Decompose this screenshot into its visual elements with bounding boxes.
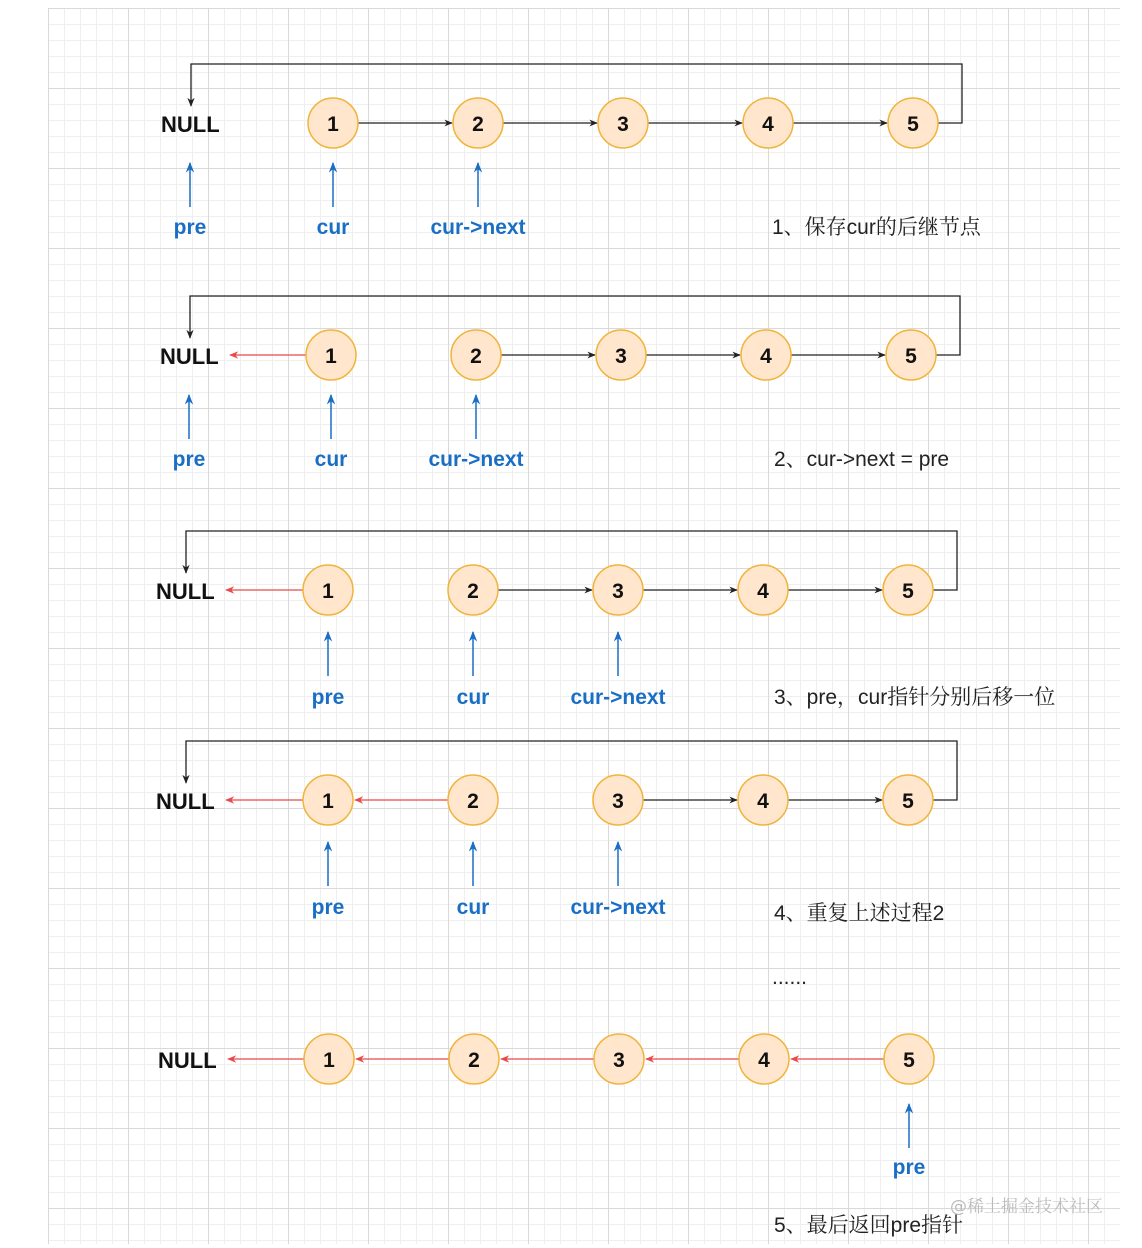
ellipsis: ...... <box>772 966 808 989</box>
null-label: NULL <box>161 112 220 137</box>
svg-text:5: 5 <box>907 113 919 136</box>
svg-text:1: 1 <box>327 113 339 136</box>
pointer-label-curnext: cur->next <box>430 216 526 239</box>
step-2 <box>160 296 960 471</box>
svg-text:3: 3 <box>613 1049 625 1072</box>
null-label: NULL <box>156 789 215 814</box>
svg-text:1: 1 <box>325 345 337 368</box>
svg-text:3: 3 <box>615 345 627 368</box>
node-4 <box>738 775 788 825</box>
tail-to-null-link <box>190 296 960 355</box>
node-5 <box>883 775 933 825</box>
node-3 <box>594 1034 644 1084</box>
node-5 <box>886 330 936 380</box>
svg-text:1: 1 <box>323 1049 335 1072</box>
node-4 <box>739 1034 789 1084</box>
node-3 <box>593 775 643 825</box>
svg-text:2: 2 <box>467 790 479 813</box>
node-5 <box>884 1034 934 1084</box>
node-4 <box>741 330 791 380</box>
node-5 <box>888 98 938 148</box>
pointer-label-pre: pre <box>311 896 345 919</box>
pointer-label-cur: cur <box>316 216 350 239</box>
svg-text:2: 2 <box>472 113 484 136</box>
null-label: NULL <box>158 1048 217 1073</box>
node-1 <box>304 1034 354 1084</box>
null-label: NULL <box>160 344 219 369</box>
node-4 <box>743 98 793 148</box>
svg-text:3: 3 <box>617 113 629 136</box>
pointer-label-pre: pre <box>173 216 207 239</box>
node-2 <box>451 330 501 380</box>
pointer-label-cur: cur <box>314 448 348 471</box>
node-1 <box>303 775 353 825</box>
null-label: NULL <box>156 579 215 604</box>
node-3 <box>596 330 646 380</box>
pointer-label-pre: pre <box>311 686 345 709</box>
svg-text:4: 4 <box>762 113 774 136</box>
pointer-label-curnext: cur->next <box>570 686 666 709</box>
step-1 <box>161 64 982 239</box>
svg-text:4: 4 <box>757 790 769 813</box>
node-3 <box>598 98 648 148</box>
pointer-label-curnext: cur->next <box>570 896 666 919</box>
pointer-label-pre: pre <box>172 448 206 471</box>
svg-text:5: 5 <box>902 580 914 603</box>
watermark: @稀土掘金技术社区 <box>950 1197 1103 1217</box>
tail-to-null-link <box>191 64 962 123</box>
tail-to-null-link <box>186 741 957 800</box>
step-caption: 3、pre，cur指针分别后移一位 <box>774 686 1056 709</box>
svg-text:5: 5 <box>902 790 914 813</box>
node-1 <box>306 330 356 380</box>
node-4 <box>738 565 788 615</box>
pointer-label-pre: pre <box>892 1156 926 1179</box>
step-caption: 1、保存cur的后继节点 <box>772 216 981 239</box>
node-2 <box>449 1034 499 1084</box>
pointer-label-cur: cur <box>456 896 490 919</box>
svg-text:3: 3 <box>612 580 624 603</box>
svg-text:4: 4 <box>758 1049 770 1072</box>
step-3 <box>156 531 1055 710</box>
step-caption: 5、最后返回pre指针 <box>774 1214 964 1237</box>
svg-text:5: 5 <box>903 1049 915 1072</box>
pointer-label-cur: cur <box>456 686 490 709</box>
svg-text:4: 4 <box>757 580 769 603</box>
node-2 <box>448 565 498 615</box>
svg-text:2: 2 <box>468 1049 480 1072</box>
svg-text:2: 2 <box>467 580 479 603</box>
pointer-label-curnext: cur->next <box>428 448 524 471</box>
step-4 <box>156 741 957 925</box>
svg-text:5: 5 <box>905 345 917 368</box>
tail-to-null-link <box>186 531 957 590</box>
step-5 <box>158 1034 963 1237</box>
node-5 <box>883 565 933 615</box>
node-1 <box>308 98 358 148</box>
step-caption: 4、重复上述过程2 <box>774 902 945 925</box>
svg-text:1: 1 <box>322 790 334 813</box>
node-1 <box>303 565 353 615</box>
svg-text:1: 1 <box>322 580 334 603</box>
svg-text:2: 2 <box>470 345 482 368</box>
svg-text:3: 3 <box>612 790 624 813</box>
svg-text:4: 4 <box>760 345 772 368</box>
step-caption: 2、cur->next = pre <box>774 448 950 471</box>
node-2 <box>453 98 503 148</box>
node-2 <box>448 775 498 825</box>
node-3 <box>593 565 643 615</box>
